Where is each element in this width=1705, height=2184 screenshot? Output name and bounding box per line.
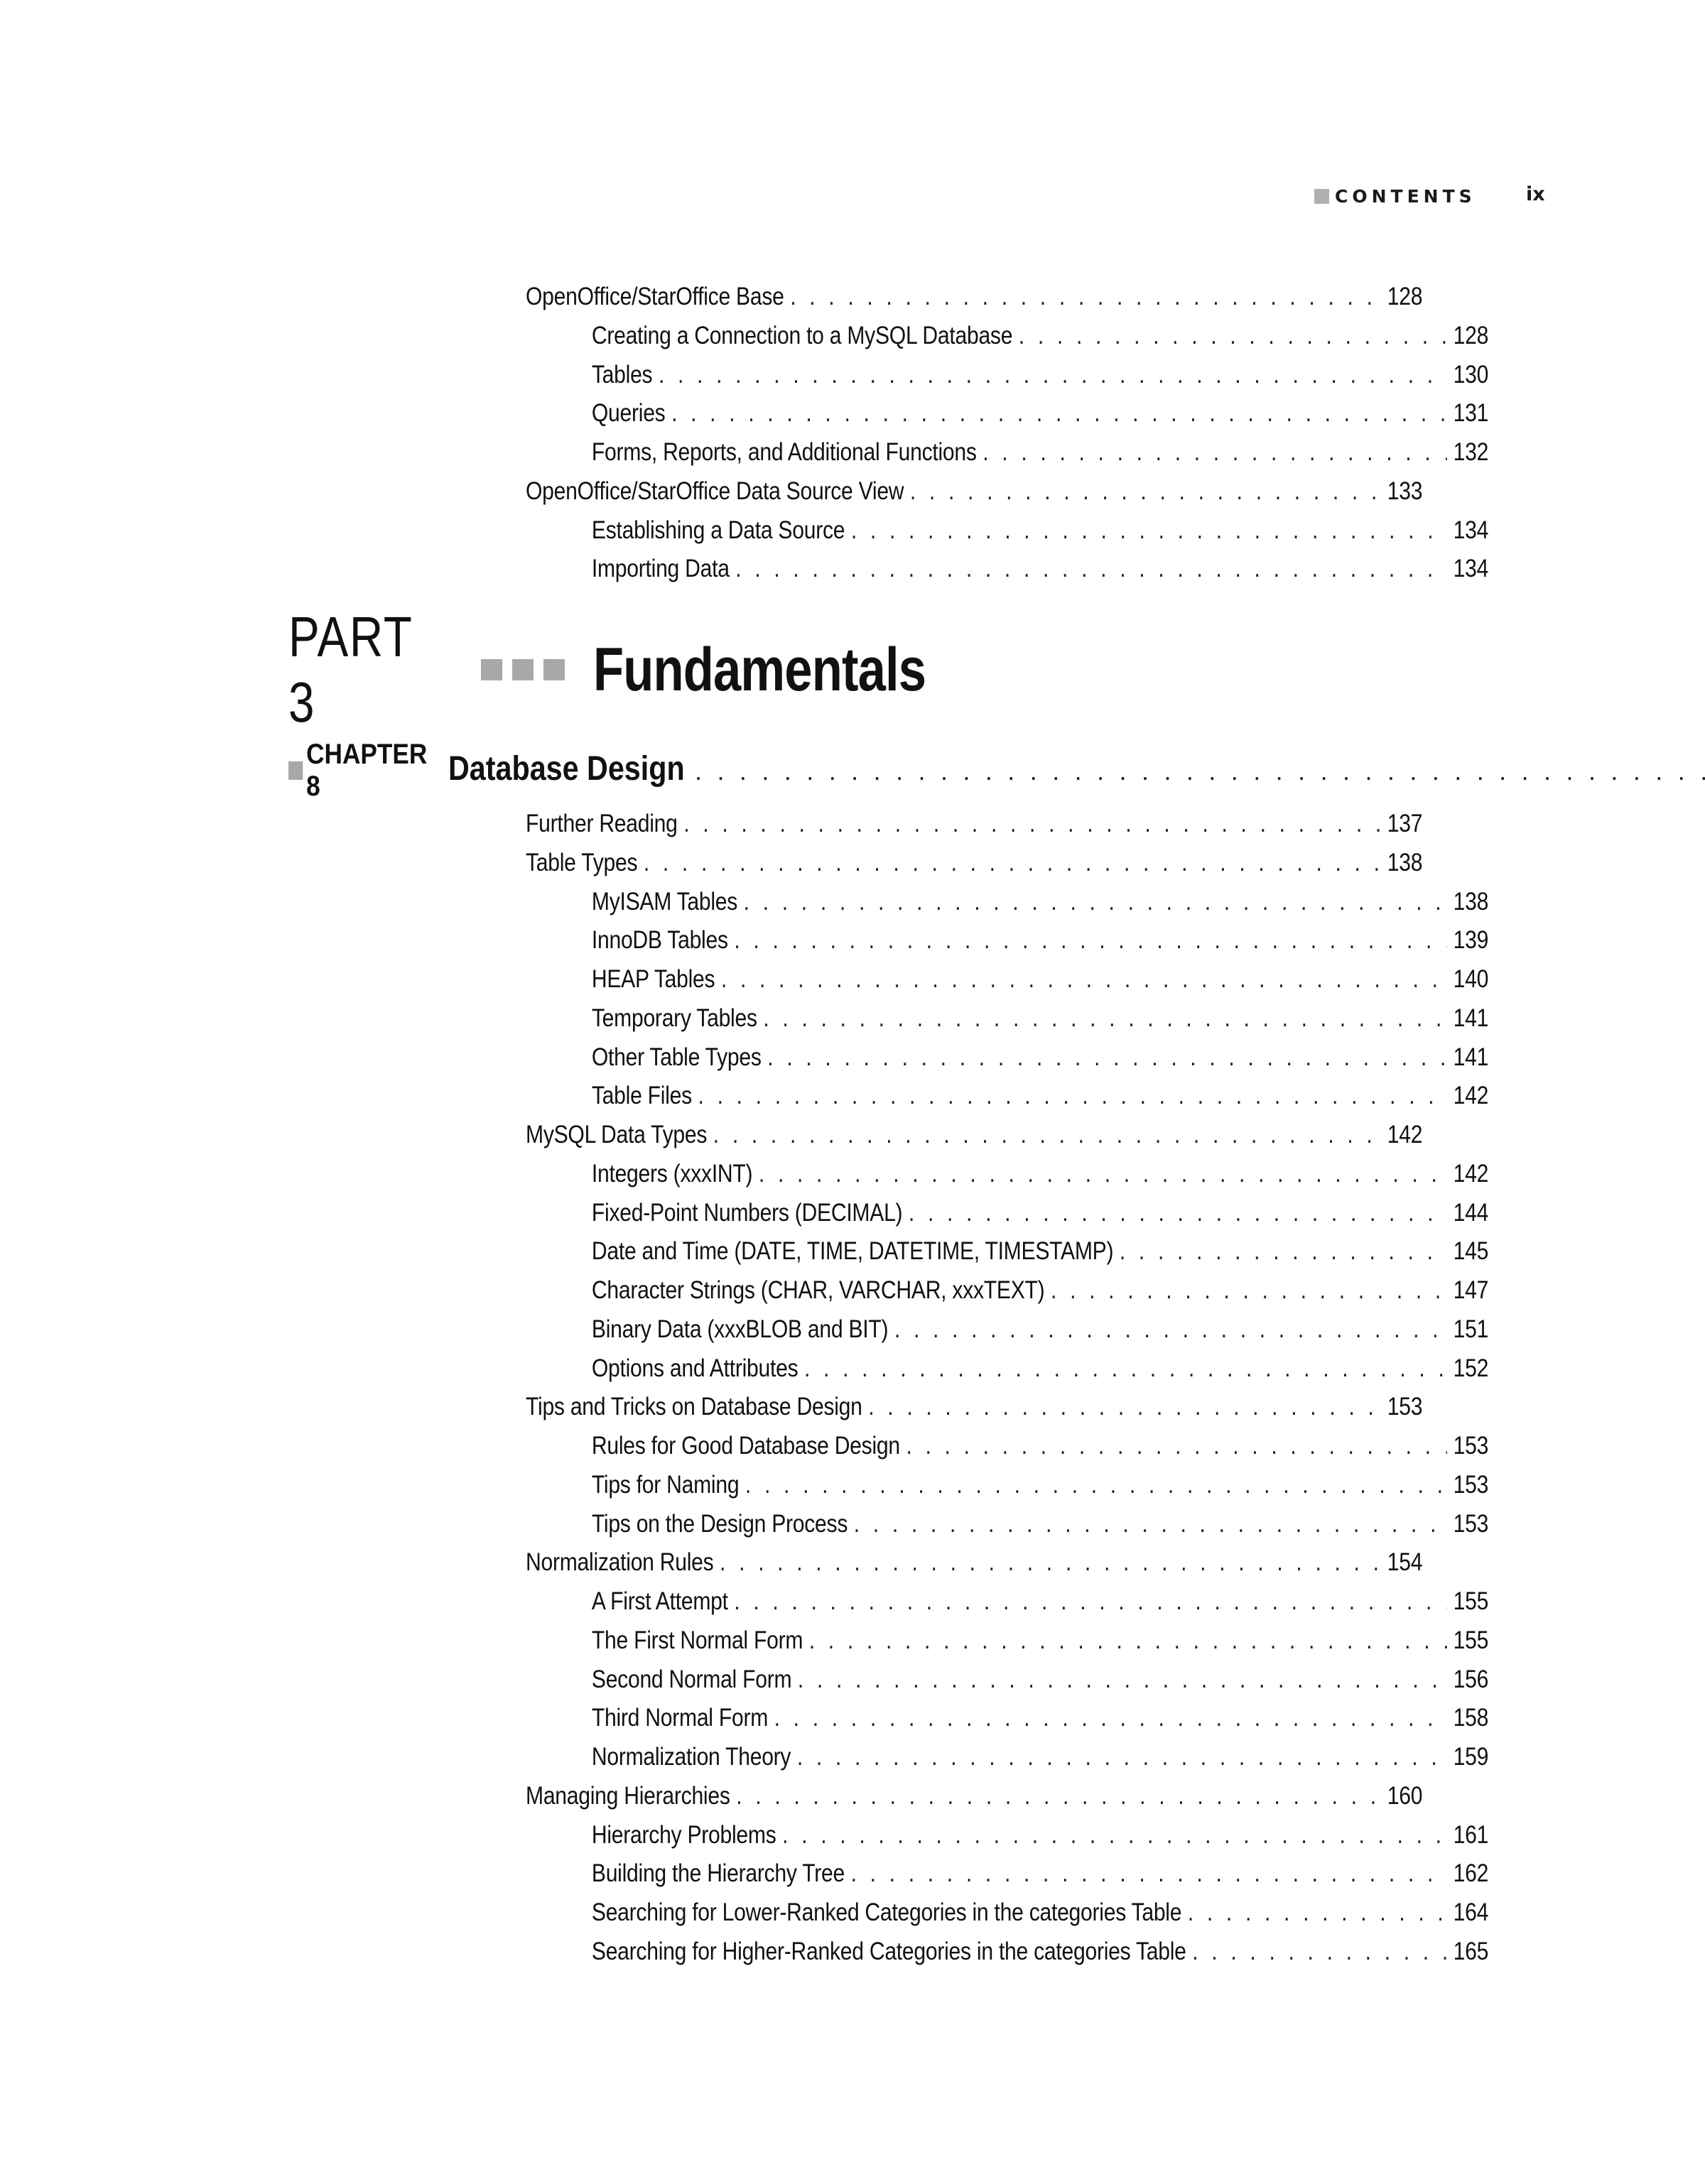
toc-entry-title: InnoDB Tables — [591, 926, 728, 955]
toc-entry-page: 138 — [1453, 887, 1489, 916]
leader-dots — [734, 1587, 1447, 1616]
toc-entry[interactable] — [526, 1160, 1488, 1199]
leader-dots — [644, 849, 1381, 877]
toc-entry[interactable] — [526, 888, 1488, 927]
leader-dots — [804, 1354, 1447, 1383]
toc-entry-page: 160 — [1387, 1781, 1423, 1810]
leader-dots — [782, 1821, 1447, 1849]
leader-dots — [763, 1004, 1447, 1033]
toc-entry[interactable] — [526, 1898, 1488, 1938]
toc-entry-page: 162 — [1453, 1859, 1489, 1888]
toc-entry-page: 131 — [1453, 399, 1489, 428]
toc-entry-title: MyISAM Tables — [591, 887, 738, 916]
toc-entry[interactable] — [526, 1821, 1488, 1860]
toc-entry[interactable] — [526, 283, 1422, 322]
leader-dots — [798, 1666, 1447, 1694]
toc-entry-title: Further Reading — [526, 810, 678, 837]
toc-entry-title: Table Files — [591, 1082, 692, 1110]
toc-entry[interactable] — [526, 1199, 1488, 1238]
toc-entry-page: 153 — [1453, 1432, 1489, 1460]
toc-entry-page: 155 — [1453, 1587, 1489, 1615]
toc-entry-title: Establishing a Data Source — [591, 516, 845, 544]
toc-entry[interactable] — [526, 477, 1422, 516]
leader-dots — [671, 399, 1447, 428]
toc-entry[interactable] — [526, 322, 1488, 361]
toc-entry-title: The First Normal Form — [591, 1626, 803, 1654]
toc-entry-page: 159 — [1453, 1743, 1489, 1771]
toc-entry-title: Managing Hierarchies — [526, 1781, 730, 1810]
leader-dots — [797, 1743, 1447, 1771]
leader-dots — [736, 1782, 1381, 1810]
toc-entry-title: Third Normal Form — [591, 1704, 769, 1732]
toc-entry-title: HEAP Tables — [591, 965, 715, 993]
toc-entry-page: 151 — [1453, 1315, 1489, 1343]
toc-entry[interactable] — [526, 1782, 1422, 1821]
leader-dots — [1188, 1898, 1447, 1927]
chapter-title: Database Design — [448, 750, 686, 788]
leader-dots — [744, 888, 1447, 916]
toc-entry-title: Temporary Tables — [591, 1004, 757, 1032]
toc-entry-page: 142 — [1453, 1159, 1489, 1188]
toc-entry[interactable] — [526, 1432, 1488, 1471]
toc-entry-page: 153 — [1453, 1470, 1489, 1499]
leader-dots — [659, 361, 1447, 389]
leader-dots — [713, 1121, 1381, 1149]
toc-entry-page: 141 — [1453, 1043, 1489, 1071]
leader-dots — [734, 926, 1447, 955]
toc-entry-title: Creating a Connection to a MySQL Database — [591, 321, 1013, 349]
toc-entry-title: Normalization Theory — [591, 1743, 791, 1771]
toc-entry-title: Rules for Good Database Design — [591, 1432, 900, 1460]
toc-entry-page: 156 — [1453, 1665, 1489, 1693]
toc-entry[interactable] — [526, 1121, 1422, 1160]
toc-entry[interactable] — [526, 965, 1488, 1004]
leader-dots — [868, 1393, 1381, 1421]
toc-entry-page: 133 — [1387, 477, 1423, 505]
toc-entry-title: Tables — [591, 360, 653, 389]
toc-entry[interactable] — [526, 1315, 1488, 1354]
toc-entry[interactable] — [526, 1354, 1488, 1393]
leader-dots — [909, 1199, 1447, 1227]
part-label: PART 3 — [288, 605, 413, 734]
toc-entry-title: Searching for Higher-Ranked Categories in the categories Table — [591, 1937, 1186, 1965]
toc-entry[interactable] — [526, 1043, 1488, 1082]
toc-entry-page: 137 — [1387, 810, 1423, 837]
leader-dots — [745, 1471, 1447, 1499]
leader-dots — [809, 1626, 1447, 1655]
toc-entry[interactable] — [526, 1626, 1488, 1666]
toc-entry-page: 128 — [1387, 283, 1423, 310]
toc-entry-page: 134 — [1453, 555, 1489, 583]
toc-entry-title: Importing Data — [591, 555, 730, 583]
toc-entry-page: 142 — [1387, 1121, 1423, 1148]
leader-dots — [854, 1510, 1447, 1538]
toc-entry-title: Integers (xxxINT) — [591, 1159, 753, 1188]
toc-main-list — [526, 810, 1489, 1977]
toc-entry[interactable] — [526, 1004, 1488, 1043]
running-header — [1314, 186, 1476, 207]
toc-entry[interactable] — [526, 1276, 1488, 1315]
leader-dots — [721, 965, 1447, 994]
toc-entry[interactable] — [526, 1548, 1422, 1587]
chapter-label-box — [288, 739, 429, 803]
toc-entry-page: 153 — [1453, 1509, 1489, 1538]
toc-entry[interactable] — [526, 516, 1488, 555]
header-section-label: CONTENTS — [1335, 186, 1476, 207]
toc-entry-title: MySQL Data Types — [526, 1121, 708, 1148]
toc-entry-title: A First Attempt — [591, 1587, 728, 1615]
toc-entry-title: Normalization Rules — [526, 1548, 714, 1577]
toc-entry-title: Character Strings (CHAR, VARCHAR, xxxTEXT) — [591, 1276, 1045, 1304]
leader-dots — [698, 1082, 1448, 1110]
leader-dots — [1051, 1276, 1447, 1305]
toc-entry-page: 147 — [1453, 1276, 1489, 1304]
toc-entry[interactable] — [526, 1237, 1488, 1276]
toc-entry[interactable] — [526, 1704, 1488, 1743]
toc-entry-title: Tips for Naming — [591, 1470, 740, 1499]
toc-entry[interactable] — [526, 849, 1422, 888]
leader-dots — [1192, 1938, 1447, 1966]
toc-entry-title: OpenOffice/StarOffice Base — [526, 283, 784, 310]
toc-entry[interactable] — [526, 438, 1488, 477]
leader-dots — [735, 555, 1447, 583]
toc-entry[interactable] — [526, 399, 1488, 438]
leader-dots — [894, 1315, 1447, 1344]
toc-entry-title: Table Types — [526, 848, 638, 876]
toc-entry-title: Tips and Tricks on Database Design — [526, 1393, 862, 1421]
toc-entry-title: Searching for Lower-Ranked Categories in the categories Table — [591, 1898, 1182, 1926]
leader-dots — [983, 438, 1447, 467]
toc-entry-page: 158 — [1453, 1704, 1489, 1732]
leader-dots — [720, 1548, 1381, 1577]
toc-entry[interactable] — [526, 1743, 1488, 1782]
leader-dots — [1019, 322, 1447, 350]
toc-entry-page: 138 — [1387, 848, 1423, 876]
toc-entry-title: Other Table Types — [591, 1043, 762, 1071]
leader-dots — [910, 477, 1381, 506]
leader-dots — [851, 1859, 1447, 1888]
toc-entry-page: 130 — [1453, 360, 1489, 389]
toc-entry-page: 134 — [1453, 516, 1489, 544]
leader-dots — [759, 1160, 1447, 1188]
toc-entry-page: 140 — [1453, 965, 1489, 993]
toc-entry-page: 139 — [1453, 926, 1489, 955]
toc-entry[interactable] — [526, 1393, 1422, 1432]
leader-dots — [790, 283, 1381, 311]
toc-entry-title: OpenOffice/StarOffice Data Source View — [526, 477, 904, 505]
toc-entry-title: Date and Time (DATE, TIME, DATETIME, TIMESTAMP) — [591, 1237, 1114, 1266]
chapter-entry[interactable] — [448, 749, 1705, 788]
toc-entry[interactable] — [526, 810, 1422, 849]
toc-entry[interactable] — [526, 1666, 1488, 1705]
toc-entry[interactable] — [526, 1510, 1488, 1549]
toc-entry[interactable] — [526, 1082, 1488, 1121]
toc-entry-title: Building the Hierarchy Tree — [591, 1859, 845, 1888]
toc-entry-title: Binary Data (xxxBLOB and BIT) — [591, 1315, 889, 1343]
header-square-icon — [1314, 189, 1329, 204]
toc-entry-page: 153 — [1387, 1393, 1423, 1421]
toc-entry-page: 155 — [1453, 1626, 1489, 1654]
chapter-label: CHAPTER 8 — [306, 739, 428, 802]
toc-entry[interactable] — [526, 1938, 1488, 1977]
leader-dots — [774, 1704, 1447, 1732]
toc-entry-page: 164 — [1453, 1898, 1489, 1926]
toc-entry-page: 142 — [1453, 1082, 1489, 1110]
toc-top-list — [526, 283, 1489, 594]
toc-entry[interactable] — [526, 1859, 1488, 1898]
toc-entry[interactable] — [526, 361, 1488, 400]
toc-entry-page: 141 — [1453, 1004, 1489, 1032]
leader-dots — [906, 1432, 1447, 1460]
chapter-square-icon — [288, 761, 303, 780]
toc-entry-page: 165 — [1453, 1937, 1489, 1965]
toc-entry-title: Second Normal Form — [591, 1665, 792, 1693]
toc-entry-title: Options and Attributes — [591, 1354, 799, 1382]
toc-entry-page: 132 — [1453, 438, 1489, 466]
leader-dots — [683, 810, 1381, 838]
leader-dots — [767, 1043, 1447, 1072]
toc-entry-page: 144 — [1453, 1198, 1489, 1227]
toc-entry-title: Fixed-Point Numbers (DECIMAL) — [591, 1198, 903, 1227]
toc-entry-title: Forms, Reports, and Additional Functions — [591, 438, 977, 466]
leader-dots — [695, 758, 1705, 786]
toc-entry-title: Tips on the Design Process — [591, 1509, 848, 1538]
toc-entry[interactable] — [526, 1587, 1488, 1626]
header-page-number: ix — [1526, 183, 1545, 205]
toc-entry-page: 145 — [1453, 1237, 1489, 1266]
part-heading — [288, 605, 999, 734]
part-squares-icon — [481, 659, 565, 680]
toc-entry-title: Queries — [591, 399, 666, 428]
toc-entry-page: 152 — [1453, 1354, 1489, 1382]
toc-entry-page: 161 — [1453, 1820, 1489, 1849]
chapter-heading — [288, 739, 1422, 802]
toc-entry[interactable] — [526, 1471, 1488, 1510]
leader-dots — [851, 516, 1447, 545]
leader-dots — [1120, 1237, 1447, 1266]
toc-entry[interactable] — [526, 555, 1488, 594]
toc-entry-page: 128 — [1453, 321, 1489, 349]
part-title: Fundamentals — [593, 635, 926, 704]
toc-entry-title: Hierarchy Problems — [591, 1820, 776, 1849]
toc-entry[interactable] — [526, 926, 1488, 965]
toc-entry-page: 154 — [1387, 1548, 1423, 1577]
